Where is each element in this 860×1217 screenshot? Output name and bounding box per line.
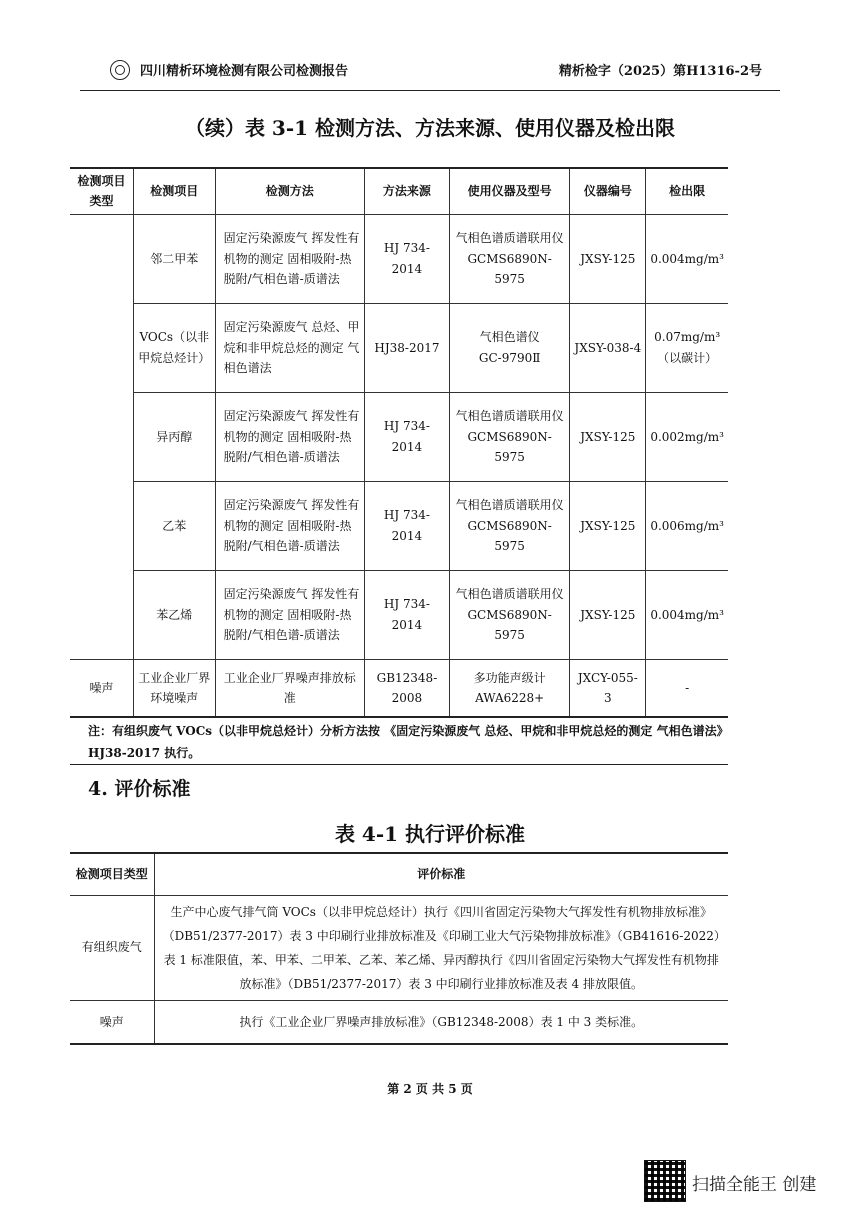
- instrument-name: 多功能声级计: [473, 670, 546, 685]
- type-cell: 有组织废气: [70, 895, 154, 1000]
- instrument-model: GCMS6890N-5975: [467, 251, 552, 286]
- limit-note: （以碳计）: [657, 350, 718, 365]
- instrument-model: AWA6228+: [475, 691, 545, 706]
- company-name: 四川精析环境检测有限公司检测报告: [140, 64, 349, 79]
- source-cell: HJ 734-2014: [364, 570, 449, 659]
- header-divider: [80, 90, 780, 91]
- type-cell-empty: [70, 214, 133, 659]
- limit-cell: 0.004mg/m³: [646, 570, 728, 659]
- col-header-type: 检测项目类型: [70, 853, 154, 895]
- item-cell: 邻二甲苯: [133, 214, 215, 303]
- instrument-name: 气相色谱仪: [479, 330, 540, 345]
- instrument-cell: [449, 481, 569, 570]
- col-header-source: 方法来源: [364, 168, 449, 214]
- method-cell: 固定污染源废气 挥发性有机物的测定 固相吸附-热脱附/气相色谱-质谱法: [215, 570, 364, 659]
- inst-no-cell: JXSY-038-4: [570, 303, 646, 392]
- limit-cell: 0.002mg/m³: [646, 392, 728, 481]
- qr-code-icon: [644, 1160, 686, 1202]
- method-cell: 工业企业厂界噪声排放标准: [215, 659, 364, 717]
- table-row-noise: [70, 659, 728, 717]
- instrument-name: 气相色谱质谱联用仪: [455, 231, 564, 246]
- table-row: [70, 481, 728, 570]
- page-number: 第 2 页 共 5 页: [387, 1082, 473, 1096]
- report-number: 精析检字（2025）第H1316-2号: [558, 64, 762, 79]
- item-cell: 乙苯: [133, 481, 215, 570]
- type-cell: 噪声: [70, 1000, 154, 1044]
- type-cell: 噪声: [70, 659, 133, 717]
- section-heading: 4. 评价标准: [88, 778, 191, 800]
- limit-cell: -: [646, 659, 728, 717]
- table-row: [70, 570, 728, 659]
- source-cell: HJ 734-2014: [364, 392, 449, 481]
- methods-table: [70, 167, 728, 718]
- table-4-1-title: 表 4-1 执行评价标准: [334, 822, 526, 846]
- table-row: [70, 214, 728, 303]
- item-cell: 异丙醇: [133, 392, 215, 481]
- inst-no-cell: JXSY-125: [570, 214, 646, 303]
- company-logo-icon: [110, 60, 130, 80]
- limit-cell: [646, 303, 728, 392]
- standards-table: [70, 852, 728, 1045]
- instrument-name: 气相色谱质谱联用仪: [455, 498, 564, 513]
- report-header: [80, 50, 780, 90]
- instrument-name: 气相色谱质谱联用仪: [455, 409, 564, 424]
- limit-cell: 0.006mg/m³: [646, 481, 728, 570]
- note-divider: [70, 764, 728, 765]
- col-header-method: 检测方法: [215, 168, 364, 214]
- table-row: [70, 392, 728, 481]
- method-cell: 固定污染源废气 挥发性有机物的测定 固相吸附-热脱附/气相色谱-质谱法: [215, 214, 364, 303]
- instrument-cell: [449, 570, 569, 659]
- instrument-cell: [449, 214, 569, 303]
- table-row: [70, 895, 728, 1000]
- source-cell: HJ 734-2014: [364, 214, 449, 303]
- col-header-type: 检测项目类型: [70, 168, 133, 214]
- limit-cell: 0.004mg/m³: [646, 214, 728, 303]
- method-cell: 固定污染源废气 挥发性有机物的测定 固相吸附-热脱附/气相色谱-质谱法: [215, 392, 364, 481]
- col-header-inst-no: 仪器编号: [570, 168, 646, 214]
- instrument-model: GCMS6890N-5975: [467, 607, 552, 642]
- item-cell: VOCs（以非甲烷总烃计）: [133, 303, 215, 392]
- col-header-limit: 检出限: [646, 168, 728, 214]
- inst-no-cell: JXSY-125: [570, 481, 646, 570]
- method-cell: 固定污染源废气 挥发性有机物的测定 固相吸附-热脱附/气相色谱-质谱法: [215, 481, 364, 570]
- instrument-cell: [449, 303, 569, 392]
- col-header-standard: 评价标准: [154, 853, 728, 895]
- col-header-item: 检测项目: [133, 168, 215, 214]
- standard-cell: 执行《工业企业厂界噪声排放标准》（GB12348-2008）表 1 中 3 类标准。: [154, 1000, 728, 1044]
- instrument-name: 气相色谱质谱联用仪: [455, 587, 564, 602]
- instrument-model: GC-9790Ⅱ: [478, 350, 541, 365]
- source-cell: HJ38-2017: [364, 303, 449, 392]
- item-cell: 苯乙烯: [133, 570, 215, 659]
- table-3-1-title: （续）表 3-1 检测方法、方法来源、使用仪器及检出限: [184, 116, 676, 140]
- item-cell: 工业企业厂界环境噪声: [133, 659, 215, 717]
- limit-value: 0.07mg/m³: [654, 330, 721, 345]
- table-row: [70, 303, 728, 392]
- inst-no-cell: JXSY-125: [570, 570, 646, 659]
- watermark-text: 扫描全能王 创建: [692, 1175, 817, 1195]
- inst-no-cell: JXCY-055-3: [570, 659, 646, 717]
- col-header-instrument: 使用仪器及型号: [449, 168, 569, 214]
- standard-cell: 生产中心废气排气筒 VOCs（以非甲烷总烃计）执行《四川省固定污染物大气挥发性有机物排放标准》（DB51/2377-2017）表 3 中印刷行业排放标准及《印刷工业大气污染物排放标准》（GB41616-2022）表 1 标准限值，苯、甲苯、二甲苯、乙苯、苯乙烯、异丙醇执行《四川省固定污染物大气挥发性有机物排放标准》（DB51/2377-2017）表 3 中印刷行业排放标准及表 4 排放限值。: [154, 895, 728, 1000]
- table-note: 注：有组织废气 VOCs（以非甲烷总烃计）分析方法按 《固定污染源废气 总烃、甲烷和非甲烷总烃的测定 气相色谱法》HJ38-2017 执行。: [88, 724, 723, 760]
- inst-no-cell: JXSY-125: [570, 392, 646, 481]
- table-row: [70, 1000, 728, 1044]
- instrument-cell: [449, 659, 569, 717]
- source-cell: HJ 734-2014: [364, 481, 449, 570]
- instrument-cell: [449, 392, 569, 481]
- method-cell: 固定污染源废气 总烃、甲烷和非甲烷总烃的测定 气相色谱法: [215, 303, 364, 392]
- source-cell: GB12348-2008: [364, 659, 449, 717]
- instrument-model: GCMS6890N-5975: [467, 429, 552, 464]
- instrument-model: GCMS6890N-5975: [467, 518, 552, 553]
